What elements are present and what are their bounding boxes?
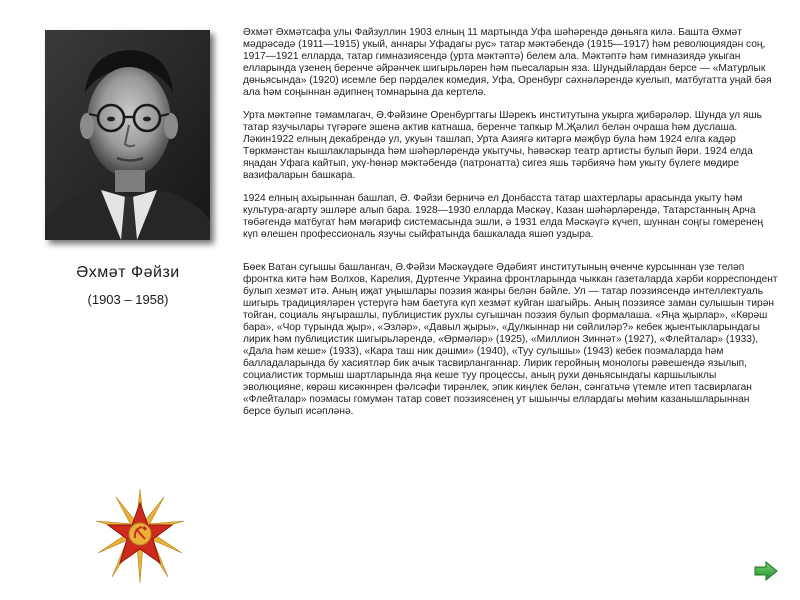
portrait-image (45, 30, 210, 240)
person-years: (1903 – 1958) (87, 292, 169, 307)
person-name: Әхмәт Фәйзи (76, 264, 180, 281)
biography-paragraph-2: Урта мәктәпне тәмамлагач, Ә.Фәйзине Оренбургтагы Шәрекъ институтына укырга җибәрәләр. Шунда ул яшь татар язучылары түгәрәге эшенә актив катнаша, беренче тапкыр М.Җәлил белән очраша һәм дуслаша. Ләкин1922 елның декабрендә ул, укуын ташлап, Урта Азиягә китәргә мәҗбүр була һәм 1924 елга кадәр Төркмәнстан кышлакларында һәм шәһәрләрендә укытучы, һәвәскәр театр артисты булып йөри. 1924 елда яңадан Уфага кайтып, укү-һөнәр мәктәбендә (патронатта) сигез яшь тәрбиячә һәм укыту бүлеге мөдире вазифаларын башкара. (243, 110, 762, 181)
biography-paragraph-4: Бөек Ватан сугышы башлангач, Ә.Фәйзи Мәскәүдәге Әдәбият институтының өченче курсыннан үзе теләп фронтка китә һәм Волхов, Карелия, Дуртенче Украина фронтларында чыккан газеталарда хәрби корреспондент булып хезмәт итә. Аның иҗат уңышлары поэзия жанры белән бәйле. Ул — татар поэзиясендә интеллектуаль шигырь традицияләрен үстерүгә һәм баетуга күп хезмәт куйган шагыйрь. Аның поэзиясе заман сулышын тирән тойган, социаль яңгырашлы, публицистик рухлы сугышчан поэзия булып формалаша. «Яңа җырлар», «Көрәш бара», «Чор түрында җыр», «Эзләр», «Давыл җыры», «Дулкыннар ни сөйлиләр?» кебек җыентыкларындагы лирик һәм публицистик шигырьләрендә, «Өрмәләр» (1925), «Миллион Зиннәт» (1927), «Флейталар» (1933), «Дала һәм кеше» (1933), «Кара таш ник дәшми» (1940), «Туу сулышы» (1943) кебек поэмаларда һәм балладаларында бу хасиятләр бик ачык тасвирланганнар. Лирик геройның монологы рәвешендә язылып, социалистик тормыш шартларында яңа кеше туу процессы, аның рухи дөньясындагы каршылыклы эволюцияне, көрәш кисәкннрен фәлсәфи тирәнлек, эпик киңлек белән, сәнгатьчә үтемле итеп тасвирлаган «Флейталар» поэмасы гомумән татар совет поэзиясенең ут ышынчы еллардагы мөһим казанышларыннан берсе булып исәпләнә. (243, 262, 778, 417)
biography-paragraph-1: Әхмәт Әхмәтсафа улы Файзуллин 1903 елның 11 мартында Уфа шәһәрендә дөньяга килә. Башта Әхмәт мәдрәсәдә (1911—1915) укый, аннары Уфадагы рус» татар мәктәбендә (1915—1917) һәм революциядән соң, 1917—1921 елларда, татар гимназиясендә (урта мәктәптә) белем ала. Мәктәптә һәм гимназиядә укыган елларында үзенең беренче әйрәнчек шигырьләрен һәм пьесаларын яза. Шундыйлардан берсе — «Матурлык дөньясында» (1920) исемле бер пәрдәлек комедия, Уфа, Оренбург сәхнәләрендә куелып, матбугатта уңай бәя ала һәм соңыннан әдипнең томнарына да кертелә. (243, 27, 772, 98)
order-of-patriotic-war-star-icon (90, 485, 190, 585)
portrait-photo (45, 30, 210, 240)
biography-text (243, 27, 778, 430)
next-arrow-icon[interactable] (753, 561, 779, 581)
biography-paragraph-3: 1924 елның ахырыннан башлап, Ә. Фәйзи берничә ел Донбасста татар шахтерлары арасында укыту һәм культура-агарту эшләре алып бара. 1928—1930 елларда Мәскәү, Казан шәһәрләрендә, Татарстанның Арча төбәгендә матбугат һәм мәгариф системасында эшли, ә 1931 елда Мәскәүгә күчеп, шуннан соңгы гомеренең күп өлешен профессиональ язучы сыйфатында башкалада яшәп уздыра. (243, 193, 763, 240)
